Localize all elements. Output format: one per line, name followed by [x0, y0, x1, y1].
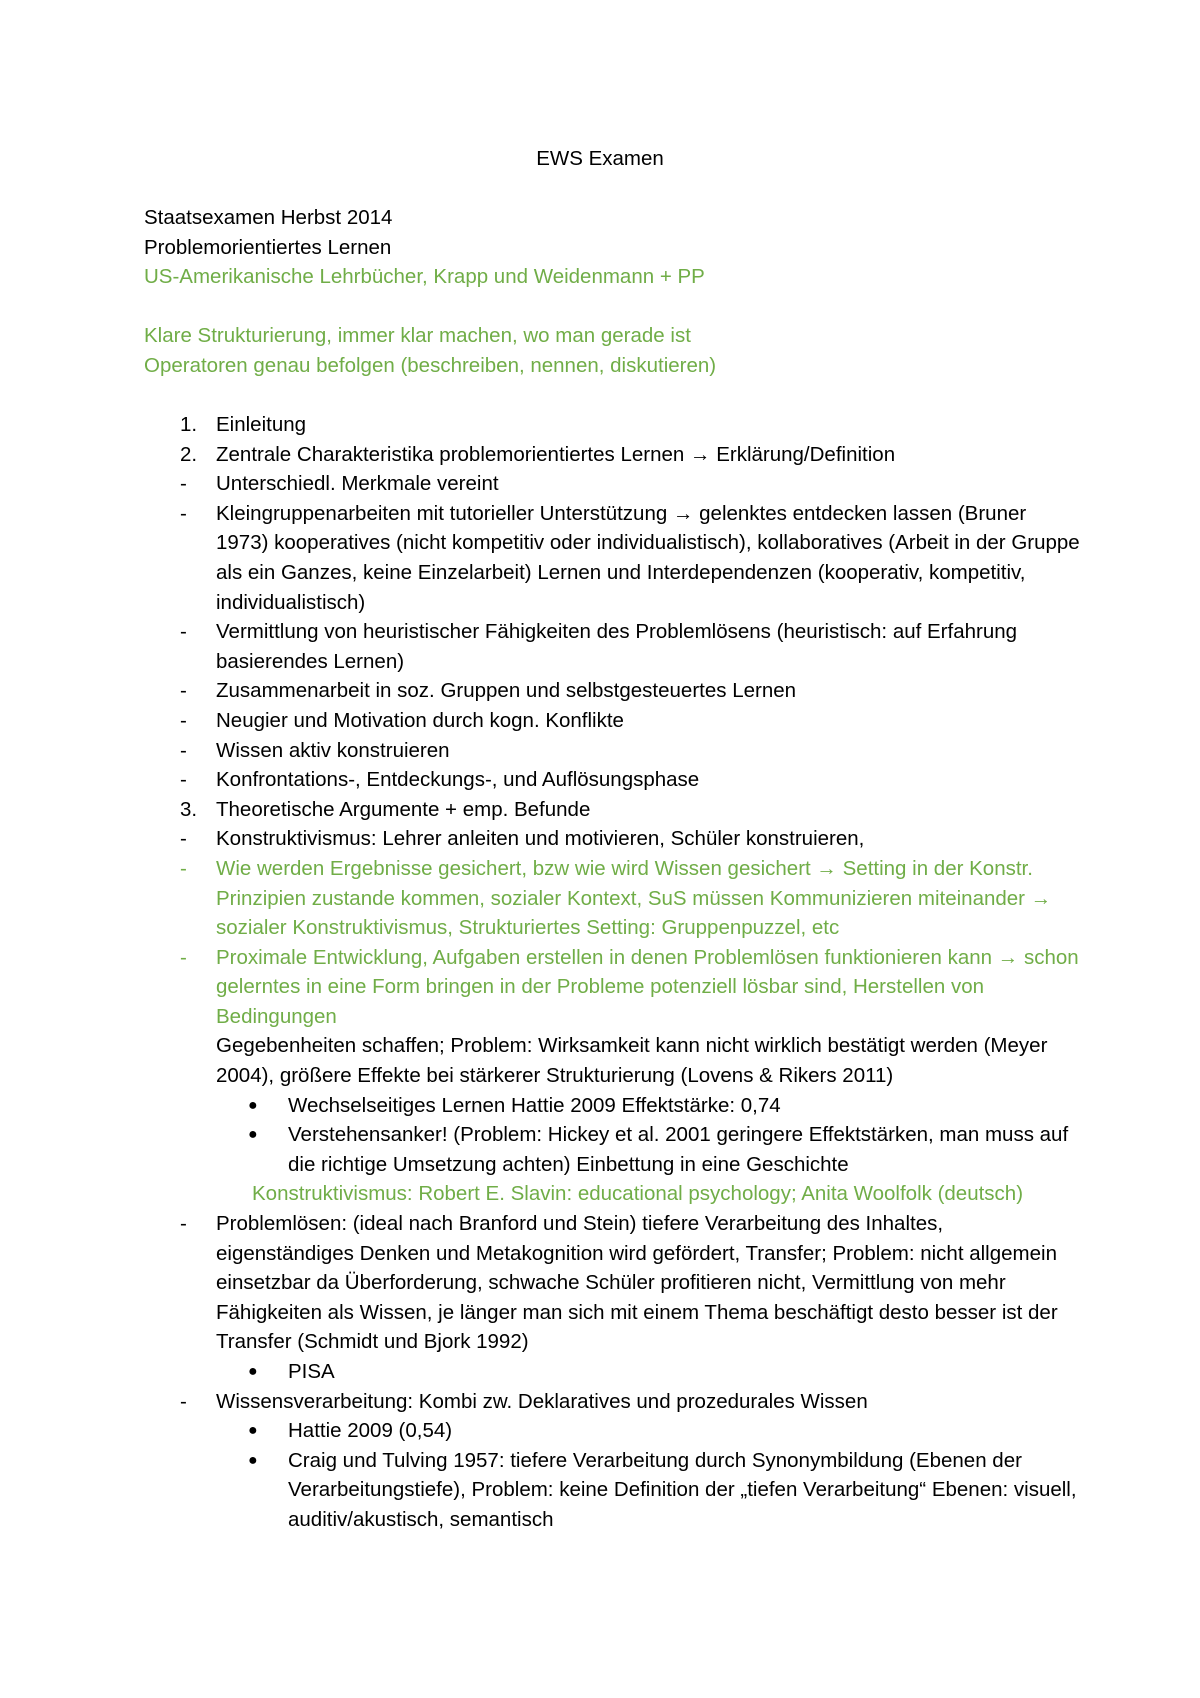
document-header [144, 203, 716, 381]
document-body [144, 410, 1084, 1535]
dash-item [144, 765, 1084, 795]
item-text: Zentrale Charakteristika problemorientiertes Lernen → Erklärung/Definition [216, 442, 896, 466]
item-text: Zusammenarbeit in soz. Gruppen und selbstgesteuertes Lernen [216, 679, 797, 703]
dash-marker: - [180, 1389, 187, 1413]
dash-marker: - [180, 620, 187, 644]
item-text: Problemlösen: (ideal nach Branford und Stein) tiefere Verarbeitung des Inhaltes, eigenständiges Denken und Metakognition wird gefördert, Transfer; Problem: nicht allgemein einsetzbar da Überforderung, schwache Schüler profitieren nicht, Vermittlung von mehr Fähigkeiten als Wissen, je länger man sich mit einem Thema beschäftigt desto besser ist der Transfer (Schmidt und Bjork 1992) [216, 1212, 1058, 1354]
dash-marker: - [180, 945, 187, 969]
source-note [144, 1179, 1084, 1209]
bullet-marker: ● [248, 1422, 258, 1440]
item-text: Gegebenheiten schaffen; Problem: Wirksamkeit kann nicht wirklich bestätigt werden (Meyer 2004), größere Effekte bei stärkerer Strukturierung (Lovens & Rikers 2011) [216, 1034, 1048, 1088]
bullet-marker: ● [248, 1363, 258, 1380]
item-text: Craig und Tulving 1957: tiefere Verarbeitung durch Synonymbildung (Ebenen der Verarbeitungstiefe), Problem: keine Definition der „tiefen Verarbeitung“ Ebenen: visuell, auditiv/akustisch, semantisch [288, 1448, 1077, 1531]
sources-line: US-Amerikanische Lehrbücher, Krapp und Weidenmann + PP [144, 265, 705, 289]
item-text: Wechselseitiges Lernen Hattie 2009 Effektstärke: 0,74 [288, 1093, 781, 1117]
tip-line-1: Klare Strukturierung, immer klar machen, wo man gerade ist [144, 324, 691, 348]
dash-marker: - [180, 501, 187, 525]
numbered-item-2 [144, 440, 1084, 470]
item-number: 1. [180, 413, 198, 436]
document-title: EWS Examen [536, 147, 664, 170]
dash-marker: - [180, 738, 187, 762]
dash-item-green [144, 854, 1084, 943]
dash-item [144, 1387, 1084, 1417]
item-text: Konfrontations-, Entdeckungs-, und Auflösungsphase [216, 768, 700, 792]
item-text: Verstehensanker! (Problem: Hickey et al. 2001 geringere Effektstärken, man muss auf die richtige Umsetzung achten) Einbettung in eine Geschichte [288, 1123, 1069, 1176]
item-text-green: Proximale Entwicklung, Aufgaben erstellen in denen Problemlösen funktionieren kann → schon gelerntes in eine Form bringen in der Probleme potenziell lösbar sind, Herstellen von Bedingungen [216, 945, 1079, 1028]
item-text: Kleingruppenarbeiten mit tutorieller Unterstützung → gelenktes entdecken lassen (Bruner 1973) kooperatives (nicht kompetitiv oder individualistisch), kollaboratives (Arbeit in der Gruppe als ein Ganzes, keine Einzelarbeit) Lernen und Interdependenzen (kooperativ, kompetitiv, individualistisch) [216, 501, 1080, 614]
dash-marker: - [180, 827, 187, 851]
bullet-item [144, 1091, 1084, 1121]
dash-marker: - [180, 679, 187, 703]
bullet-marker: ● [248, 1126, 258, 1144]
topic-line: Problemorientiertes Lernen [144, 235, 392, 259]
exam-line: Staatsexamen Herbst 2014 [144, 206, 393, 229]
dash-item [144, 1209, 1084, 1357]
dash-marker: - [180, 708, 187, 732]
item-text: PISA [288, 1360, 335, 1383]
item-text: Vermittlung von heuristischer Fähigkeiten des Problemlösens (heuristisch: auf Erfahrung basierendes Lernen) [216, 620, 1018, 673]
dash-item [144, 469, 1084, 499]
item-text: Wissen aktiv konstruieren [216, 738, 450, 762]
item-text: Neugier und Motivation durch kogn. Konflikte [216, 708, 624, 732]
item-text: Hattie 2009 (0,54) [288, 1419, 453, 1443]
dash-item [144, 736, 1084, 766]
bullet-item [144, 1357, 1084, 1387]
item-text: Wie werden Ergebnisse gesichert, bzw wie wird Wissen gesichert → Setting in der Konstr. Prinzipien zustande kommen, sozialer Kontext, SuS müssen Kommunizieren miteinander → sozialer Konstruktivismus, Strukturiertes Setting: Gruppenpuzzel, etc [216, 856, 1052, 940]
dash-item [144, 824, 1084, 854]
item-text: Konstruktivismus: Lehrer anleiten und motivieren, Schüler konstruieren, [216, 827, 865, 851]
numbered-item-1 [144, 410, 1084, 440]
dash-item-mixed [144, 943, 1084, 1091]
item-text: Wissensverarbeitung: Kombi zw. Deklaratives und prozedurales Wissen [216, 1389, 868, 1413]
dash-item [144, 617, 1084, 676]
source-note-text: Konstruktivismus: Robert E. Slavin: educational psychology; Anita Woolfolk (deutsch) [252, 1182, 1024, 1206]
dash-marker: - [180, 1212, 187, 1236]
dash-marker: - [180, 472, 187, 496]
bullet-marker: ● [248, 1451, 258, 1469]
item-number: 3. [180, 797, 198, 821]
item-text: Einleitung [216, 413, 307, 436]
dash-item [144, 499, 1084, 617]
bullet-item [144, 1446, 1084, 1535]
dash-marker: - [180, 856, 187, 880]
item-text: Unterschiedl. Merkmale vereint [216, 472, 499, 496]
dash-item [144, 676, 1084, 706]
numbered-item-3 [144, 795, 1084, 825]
dash-marker: - [180, 768, 187, 792]
dash-item [144, 706, 1084, 736]
bullet-item [144, 1416, 1084, 1446]
item-text: Theoretische Argumente + emp. Befunde [216, 797, 591, 821]
bullet-marker: ● [248, 1096, 258, 1114]
tip-line-2: Operatoren genau befolgen (beschreiben, nennen, diskutieren) [144, 353, 717, 377]
item-number: 2. [180, 442, 198, 466]
bullet-item [144, 1120, 1084, 1179]
